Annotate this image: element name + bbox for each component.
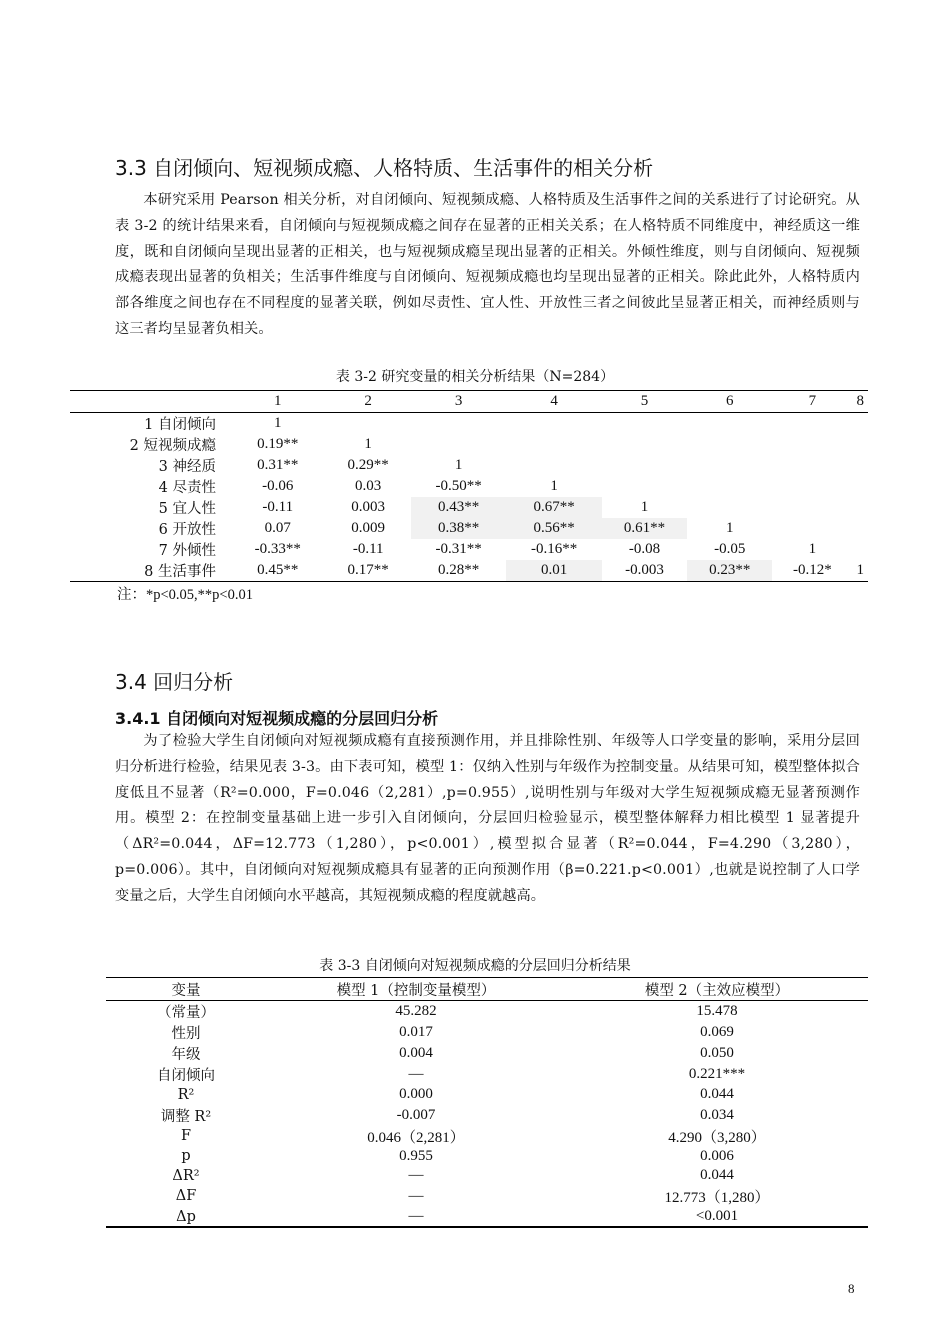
table-cell — [852, 455, 868, 476]
table-cell: 0.017 — [399, 1024, 433, 1040]
row-label: 自闭倾向 — [157, 1068, 215, 1084]
table-cell: 0.044 — [700, 1167, 734, 1184]
table-cell: 0.221*** — [688, 1066, 746, 1082]
table-cell: 0.31** — [257, 457, 299, 473]
table-cell: 1 — [640, 499, 649, 515]
table-row — [106, 1022, 868, 1043]
table-cell: 0.009 — [351, 520, 386, 536]
column-header: 4 — [506, 391, 602, 413]
table-cell: 0.43** — [411, 497, 507, 518]
table-cell: 0.955 — [399, 1147, 433, 1164]
table-cell — [772, 518, 852, 539]
table-cell — [852, 539, 868, 560]
table-row — [106, 1085, 868, 1105]
row-label: （常量） — [106, 1001, 266, 1023]
table-cell: 0.17** — [347, 562, 389, 578]
table-cell: 1 — [274, 415, 282, 431]
table-cell — [772, 434, 852, 455]
table-row — [106, 1186, 868, 1207]
row-label: Δp — [176, 1208, 196, 1225]
table-cell: 0.000 — [399, 1086, 433, 1103]
table-cell — [852, 476, 868, 497]
section-3-4-1-paragraph: 为了检验大学生自闭倾向对短视频成瘾有直接预测作用，并且排除性别、年级等人口学变量的影响，采用分层回归分析进行检验，结果见表 3-3。由下表可知，模型 1：仅纳入性别与年级作为控制变量。从结果可知，模型整体拟合度低且不显著（R²=0.000，F=0.046（2,281）,p=0.955）,说明性别与年级对大学生短视频成瘾无显著预测作用。模型 2：在控制变量基础上进一步引入自闭倾向，分层回归检验显示，模型整体解释力相比模型 1 显著提升（ΔR²=0.044，ΔF=12.773（1,280），p<0.001）,模型拟合显著（R²=0.044，F=4.290（3,280），p=0.006）。其中，自闭倾向对短视频成瘾具有显著的正向预测作用（β=0.221.p<0.001）,也就是说控制了人口学变量之后，大学生自闭倾向水平越高，其短视频成瘾的程度就越高。 — [115, 733, 860, 904]
table-cell — [506, 455, 602, 476]
table-cell — [411, 413, 507, 435]
table-cell: -0.12* — [793, 562, 832, 578]
table-3-3-caption: 表 3-3 自闭倾向对短视频成瘾的分层回归分析结果 — [319, 958, 631, 974]
table-cell: -0.06 — [262, 478, 294, 494]
table-cell — [772, 455, 852, 476]
row-label: ΔF — [175, 1188, 197, 1205]
table-cell — [772, 476, 852, 497]
table-cell — [326, 413, 411, 435]
table-cell: -0.31** — [435, 541, 482, 557]
table-cell: 45.282 — [266, 1001, 566, 1023]
table-row — [70, 518, 868, 539]
section-heading-3-4: 3.4 回归分析 — [115, 670, 234, 694]
table-cell — [772, 497, 852, 518]
column-header: 2 — [326, 391, 411, 413]
row-label: 5 宜人性 — [158, 501, 216, 517]
table-cell: 0.23** — [687, 560, 772, 582]
row-label: 7 外倾性 — [158, 543, 216, 559]
correlation-table — [70, 390, 868, 582]
table-cell: -0.16** — [531, 541, 578, 557]
table-cell: -0.33** — [254, 541, 301, 557]
table-cell — [852, 434, 868, 455]
row-label: F — [180, 1128, 192, 1145]
table-cell: 1 — [808, 541, 817, 557]
table-cell — [852, 518, 868, 539]
table-cell: 0.28** — [437, 562, 480, 578]
table-3-2-note: 注：*p<0.05,**p<0.01 — [117, 587, 253, 603]
table-cell: <0.001 — [695, 1208, 739, 1225]
table-cell: 0.67** — [506, 497, 602, 518]
table-cell — [687, 497, 772, 518]
table-cell: 0.006 — [700, 1147, 734, 1164]
row-label: 调整 R² — [160, 1108, 212, 1125]
table-row — [70, 497, 868, 518]
column-header — [70, 391, 230, 413]
table-cell: -0.007 — [396, 1106, 436, 1123]
column-header: 模型 2（主效应模型） — [566, 978, 868, 1001]
table-cell: 1 — [454, 457, 463, 473]
regression-table — [106, 977, 868, 1228]
table-cell: 0.29** — [347, 457, 389, 473]
table-cell — [602, 413, 687, 435]
table-cell: — — [408, 1208, 424, 1225]
table-3-2-caption: 表 3-2 研究变量的相关分析结果（N=284） — [335, 369, 615, 385]
table-row — [70, 434, 868, 455]
table-cell: — — [408, 1066, 424, 1082]
row-label: 8 生活事件 — [144, 564, 216, 580]
table-cell — [602, 434, 687, 455]
column-header: 6 — [687, 391, 772, 413]
table-cell: 0.61** — [602, 518, 687, 539]
column-header: 7 — [772, 391, 852, 413]
table-row — [106, 1147, 868, 1167]
table-cell: 0.01 — [506, 560, 602, 582]
table-row — [106, 1207, 868, 1228]
table-row — [70, 413, 868, 435]
table-cell: — — [408, 1187, 424, 1204]
table-cell: 0.004 — [399, 1045, 433, 1061]
table-cell — [602, 455, 687, 476]
table-cell — [687, 413, 772, 435]
table-cell — [772, 413, 852, 435]
row-label: 2 短视频成瘾 — [129, 438, 216, 454]
table-cell: 4.290（3,280） — [668, 1129, 766, 1146]
table-cell — [411, 434, 507, 455]
table-cell — [852, 413, 868, 435]
row-label: 年级 — [171, 1047, 201, 1063]
table-cell — [506, 413, 602, 435]
table-cell — [687, 476, 772, 497]
table-row — [106, 1064, 868, 1085]
table-cell: 1 — [550, 478, 558, 494]
table-cell: -0.50** — [435, 478, 482, 494]
table-cell: 1 — [726, 520, 734, 536]
table-cell: 15.478 — [566, 1001, 868, 1023]
row-label: p — [181, 1148, 191, 1165]
table-cell: 12.773（1,280） — [664, 1189, 770, 1206]
table-cell: 0.044 — [700, 1086, 734, 1103]
table-cell — [506, 434, 602, 455]
column-header: 8 — [852, 391, 868, 413]
table-cell: -0.003 — [625, 562, 664, 578]
row-label: 1 自闭倾向 — [144, 417, 216, 433]
section-heading-3-3: 3.3 自闭倾向、短视频成瘾、人格特质、生活事件的相关分析 — [115, 156, 654, 180]
table-cell: -0.11 — [352, 541, 384, 557]
page-number: 8 — [848, 1281, 855, 1296]
row-label: 4 尽责性 — [158, 480, 216, 496]
column-header: 模型 1（控制变量模型） — [266, 978, 566, 1001]
table-cell: -0.11 — [262, 499, 294, 515]
column-header: 1 — [230, 391, 326, 413]
table-cell: 0.003 — [351, 499, 386, 515]
table-cell — [687, 455, 772, 476]
table-cell: 0.07 — [264, 520, 291, 536]
table-row — [106, 1126, 868, 1147]
table-cell: 0.56** — [506, 518, 602, 539]
row-label: ΔR² — [172, 1167, 200, 1184]
row-label: 6 开放性 — [158, 522, 216, 538]
table-header-row — [70, 391, 868, 413]
table-row — [70, 455, 868, 476]
table-cell — [852, 497, 868, 518]
table-cell: 0.046（2,281） — [367, 1129, 465, 1146]
table-cell: — — [408, 1167, 424, 1184]
table-cell: 0.38** — [411, 518, 507, 539]
table-row — [106, 1166, 868, 1186]
row-label: R² — [177, 1086, 195, 1103]
table-row — [106, 1001, 868, 1023]
table-cell: 0.069 — [700, 1024, 734, 1040]
column-header: 5 — [602, 391, 687, 413]
subsection-heading-3-4-1: 3.4.1 自闭倾向对短视频成瘾的分层回归分析 — [115, 709, 439, 728]
table-cell: 0.19** — [257, 436, 299, 452]
table-row — [106, 1105, 868, 1126]
table-row — [70, 539, 868, 560]
table-cell — [687, 434, 772, 455]
table-cell: 1 — [364, 436, 372, 452]
table-cell: 0.034 — [700, 1106, 734, 1123]
section-3-3-paragraph: 本研究采用 Pearson 相关分析，对自闭倾向、短视频成瘾、人格特质及生活事件之间的关系进行了讨论研究。从表 3-2 的统计结果来看，自闭倾向与短视频成瘾之间存在显著的正相关关系；在人格特质不同维度中，神经质这一维度，既和自闭倾向呈现出显著的正相关，也与短视频成瘾呈现出显著的正相关。外倾性维度，则与自闭倾向、短视频成瘾表现出显著的负相关；生活事件维度与自闭倾向、短视频成瘾也均呈现出显著的正相关。除此此外，人格特质内部各维度之间也存在不同程度的显著关联，例如尽责性、宜人性、开放性三者之间彼此呈显著正相关，而神经质则与这三者均呈显著负相关。 — [115, 192, 860, 337]
table-cell: 1 — [856, 562, 864, 578]
table-row — [70, 560, 868, 582]
table-header-row — [106, 978, 868, 1001]
column-header: 变量 — [106, 978, 266, 1001]
table-cell: 0.45** — [257, 562, 299, 578]
table-cell — [602, 476, 687, 497]
table-row — [106, 1043, 868, 1064]
table-cell: -0.05 — [714, 541, 746, 557]
table-cell: -0.08 — [628, 541, 661, 557]
row-label: 性别 — [171, 1026, 201, 1042]
row-label: 3 神经质 — [158, 459, 216, 475]
column-header: 3 — [411, 391, 507, 413]
table-cell: 0.03 — [355, 478, 382, 494]
table-cell: 0.050 — [700, 1045, 734, 1061]
table-row — [70, 476, 868, 497]
